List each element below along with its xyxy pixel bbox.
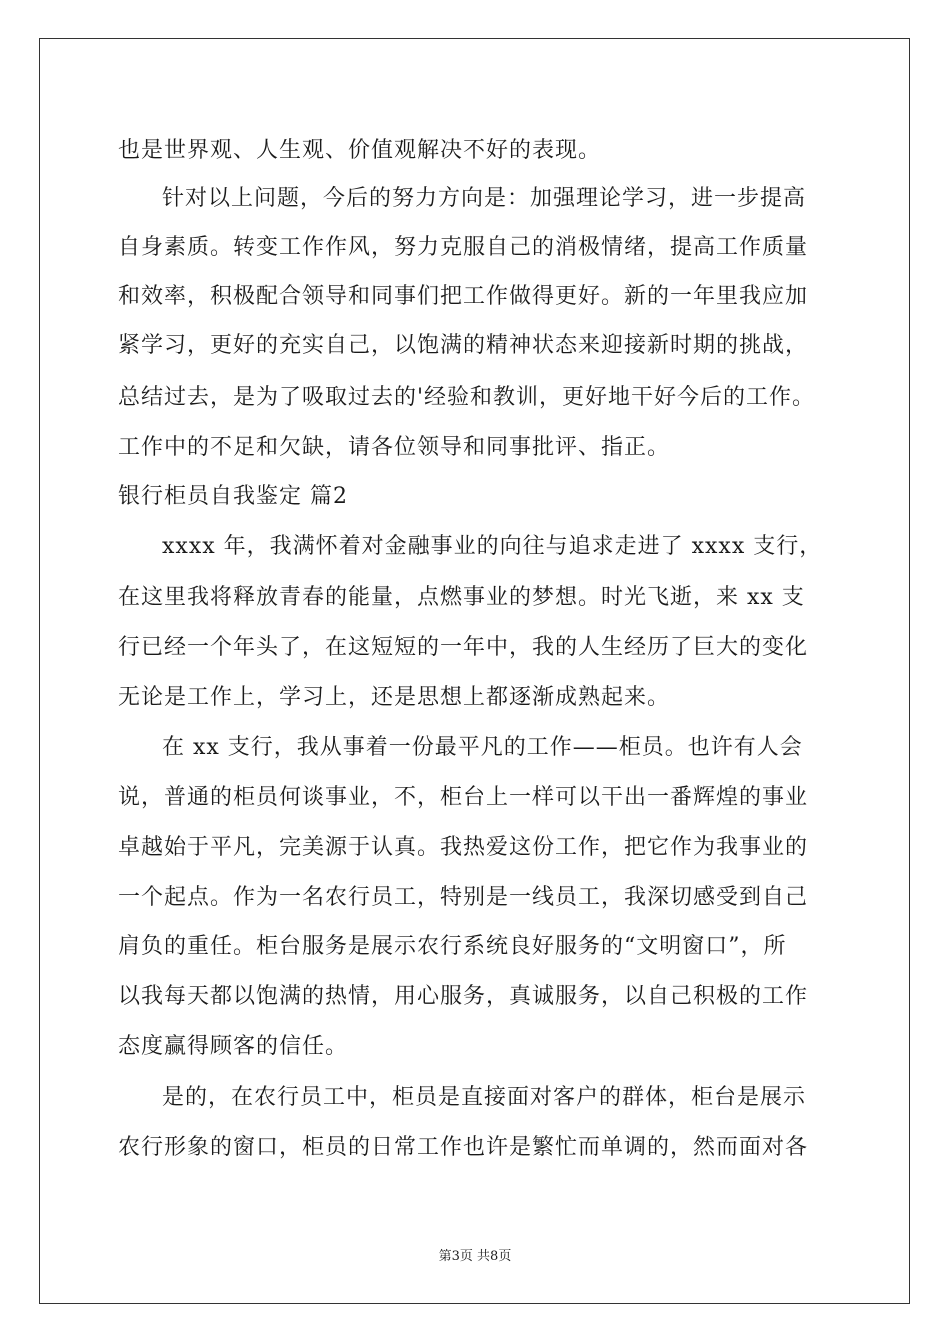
paragraph-line: 说，普通的柜员何谈事业，不，柜台上一样可以干出一番辉煌的事业 [118, 785, 809, 810]
paragraph-line: 针对以上问题，今后的努力方向是：加强理论学习，进一步提高 [162, 186, 807, 211]
paragraph-line: 卓越始于平凡，完美源于认真。我热爱这份工作，把它作为我事业的 [118, 835, 809, 860]
paragraph-line: 总结过去，是为了吸取过去的'经验和教训，更好地干好今后的工作。 [118, 385, 816, 410]
paragraph-line: 一个起点。作为一名农行员工，特别是一线员工，我深切感受到自己 [118, 885, 809, 910]
section-heading: 银行柜员自我鉴定 篇2 [118, 484, 348, 509]
paragraph-line: 以我每天都以饱满的热情，用心服务，真诚服务，以自己积极的工作 [118, 984, 809, 1009]
paragraph-line: 在 xx 支行，我从事着一份最平凡的工作——柜员。也许有人会 [162, 735, 803, 760]
page-number-footer: 第3页 共8页 [438, 1249, 512, 1264]
paragraph-line: 在这里我将释放青春的能量，点燃事业的梦想。时光飞逝，来 xx 支 [118, 585, 805, 610]
paragraph-line: 无论是工作上，学习上，还是思想上都逐渐成熟起来。 [118, 685, 671, 710]
page-border [39, 38, 910, 1304]
paragraph-line: 和效率，积极配合领导和同事们把工作做得更好。新的一年里我应加 [118, 284, 809, 309]
paragraph-line: 是的，在农行员工中，柜员是直接面对客户的群体，柜台是展示 [162, 1085, 807, 1110]
paragraph-line: 行已经一个年头了，在这短短的一年中，我的人生经历了巨大的变化 [118, 635, 809, 660]
paragraph-line: xxxx 年，我满怀着对金融事业的向往与追求走进了 xxxx 支行， [162, 534, 823, 559]
paragraph-line: 工作中的不足和欠缺，请各位领导和同事批评、指正。 [118, 435, 671, 460]
paragraph-line: 紧学习，更好的充实自己，以饱满的精神状态来迎接新时期的挑战， [118, 333, 809, 358]
paragraph-line: 肩负的重任。柜台服务是展示农行系统良好服务的“文明窗口”，所 [118, 934, 787, 959]
paragraph-line: 也是世界观、人生观、价值观解决不好的表现。 [118, 138, 602, 163]
paragraph-line: 自身素质。转变工作作风，努力克服自己的消极情绪，提高工作质量 [118, 235, 809, 260]
paragraph-line: 农行形象的窗口，柜员的日常工作也许是繁忙而单调的，然而面对各 [118, 1135, 809, 1160]
paragraph-line: 态度赢得顾客的信任。 [118, 1034, 349, 1059]
